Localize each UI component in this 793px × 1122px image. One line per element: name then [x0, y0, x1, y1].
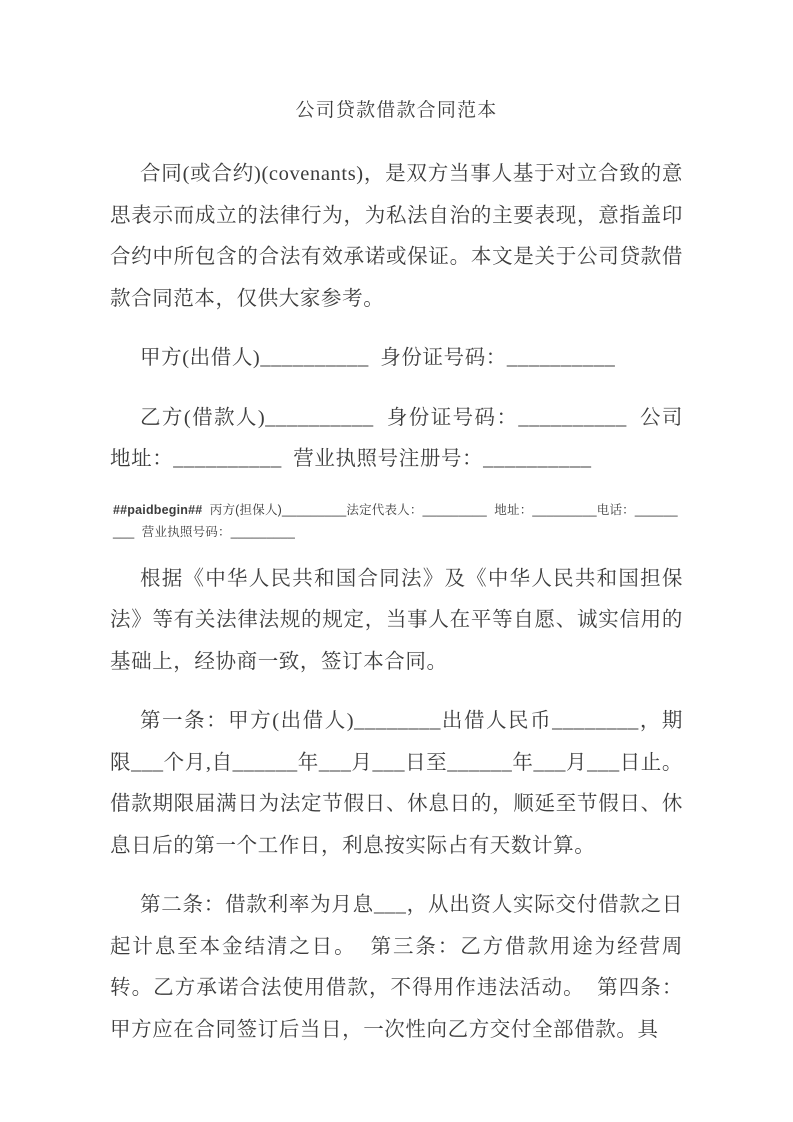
paragraph-intro: 合同(或合约)(covenants)，是双方当事人基于对立合致的意思表示而成立的法律行为，为私法自治的主要表现，意指盖印合约中所包含的合法有效承诺或保证。本文是关于公司贷款借款合同范本，仅供大家参考。 — [110, 163, 683, 310]
page-title: 公司贷款借款合同范本 — [295, 100, 498, 121]
document-body — [110, 154, 683, 1051]
paragraph-party-c-small — [113, 499, 683, 543]
paragraph-party-b: 乙方(借款人)__________ 身份证号码：__________ 公司地址：__________ 营业执照号注册号：__________ — [110, 406, 683, 470]
paid-marker-tag: ##paidbegin## — [113, 502, 203, 517]
paragraph-article-2-3-4: 第二条：借款利率为月息___，从出资人实际交付借款之日起计息至本金结清之日。 第三条：乙方借款用途为经营周转。乙方承诺合法使用借款，不得用作违法活动。 第四条：甲方应在合同签订后当日，一次性向乙方交付全部借款。具 — [110, 894, 683, 1041]
paragraph-party-a: 甲方(出借人)__________ 身份证号码：__________ — [140, 347, 616, 369]
paragraph-text: 丙方(担保人)_________法定代表人：_________ 地址：_________电话：_________ 营业执照号码：_________ — [113, 502, 678, 539]
paragraph-article-1: 第一条：甲方(出借人)________出借人民币________，期限___个月,自______年___月___日至______年___月___日止。借款期限届满日为法定节假日、休息日的，顺延至节假日、休息日后的第一个工作日，利息按实际占有天数计算。 — [110, 710, 683, 857]
paragraph-legal-basis: 根据《中华人民共和国合同法》及《中华人民共和国担保法》等有关法律法规的规定，当事人在平等自愿、诚实信用的基础上，经协商一致，签订本合同。 — [110, 567, 683, 673]
page-bottom-whitespace — [110, 1051, 683, 1111]
